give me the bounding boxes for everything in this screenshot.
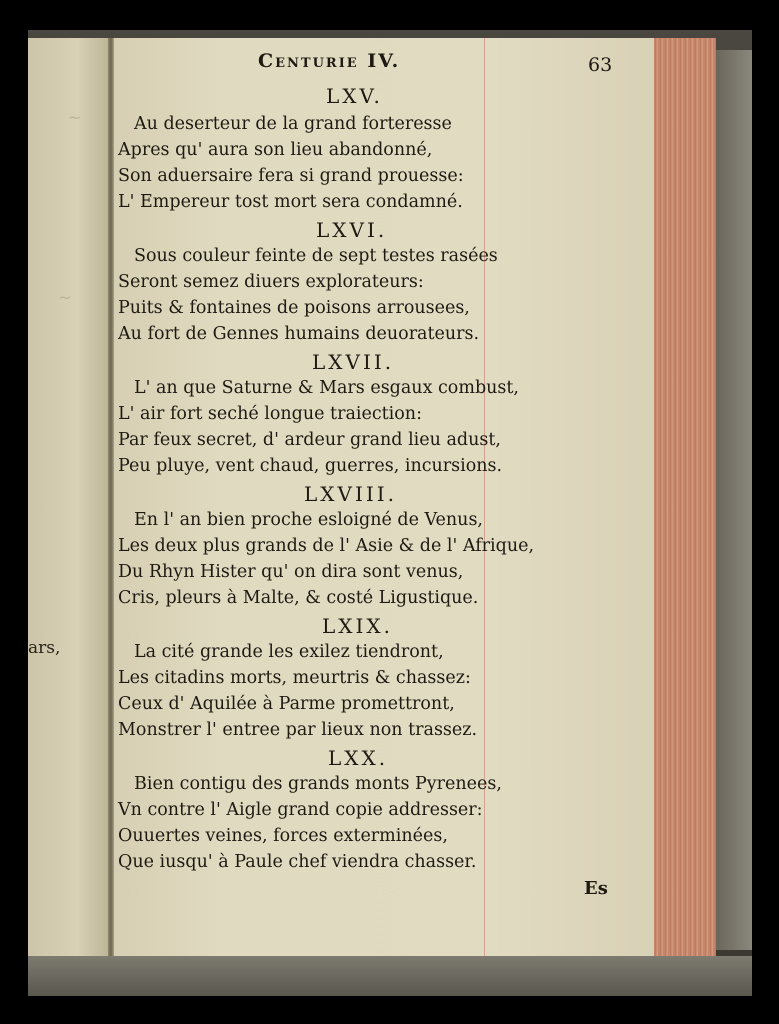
verse-line: L' air fort seché longue traiection: bbox=[118, 404, 422, 424]
quatrain-number: LXV. bbox=[326, 84, 383, 108]
verse-line: Seront semez diuers explorateurs: bbox=[118, 272, 424, 292]
running-head: Centurie IV. bbox=[258, 50, 401, 72]
page-edges bbox=[654, 38, 716, 956]
verse-line: Les deux plus grands de l' Asie & de l' Afrique, bbox=[118, 536, 535, 556]
left-page bbox=[28, 38, 110, 963]
verse-line: L' an que Saturne & Mars esgaux combust, bbox=[134, 378, 519, 398]
page-number: 63 bbox=[588, 54, 613, 76]
verse-line: Apres qu' aura son lieu abandonné, bbox=[118, 140, 433, 160]
verse-line: Son aduersaire fera si grand prouesse: bbox=[118, 166, 464, 186]
verse-line: Ceux d' Aquilée à Parme promettront, bbox=[118, 694, 455, 714]
bleed-through-mark: ~ bbox=[68, 108, 82, 127]
quatrain-number: LXVII. bbox=[312, 350, 395, 374]
verse-line: Monstrer l' entree par lieux non trassez. bbox=[118, 720, 478, 740]
quatrain-number: LXVIII. bbox=[304, 482, 398, 506]
quatrain-number: LXIX. bbox=[322, 614, 394, 638]
bottom-edge bbox=[28, 956, 752, 996]
book-scan bbox=[28, 30, 752, 996]
left-page-fragment: ars, bbox=[28, 638, 61, 658]
verse-line: Ouuertes veines, forces exterminées, bbox=[118, 826, 448, 846]
red-rule-line bbox=[484, 38, 485, 956]
verse-line: Puits & fontaines de poisons arrousees, bbox=[118, 298, 470, 318]
verse-line: Vn contre l' Aigle grand copie addresser: bbox=[118, 800, 483, 820]
verse-line: Du Rhyn Hister qu' on dira sont venus, bbox=[118, 562, 464, 582]
verse-line: Que iusqu' à Paule chef viendra chasser. bbox=[118, 852, 477, 872]
verse-line: Sous couleur feinte de sept testes rasées bbox=[134, 246, 498, 266]
verse-line: Peu pluye, vent chaud, guerres, incursions. bbox=[118, 456, 503, 476]
quatrain-number: LXX. bbox=[328, 746, 389, 770]
page-edges-shadow bbox=[716, 50, 752, 950]
verse-line: Les citadins morts, meurtris & chassez: bbox=[118, 668, 471, 688]
verse-line: Au deserteur de la grand forteresse bbox=[134, 114, 452, 134]
bleed-through-mark: ~ bbox=[58, 288, 72, 307]
verse-line: Cris, pleurs à Malte, & costé Ligustique. bbox=[118, 588, 479, 608]
verse-line: La cité grande les exilez tiendront, bbox=[134, 642, 444, 662]
quatrain-number: LXVI. bbox=[316, 218, 388, 242]
verse-line: L' Empereur tost mort sera condamné. bbox=[118, 192, 463, 212]
verse-line: Au fort de Gennes humains deuorateurs. bbox=[118, 324, 480, 344]
verse-line: Bien contigu des grands monts Pyrenees, bbox=[134, 774, 502, 794]
verse-line: En l' an bien proche esloigné de Venus, bbox=[134, 510, 483, 530]
catchword: Es bbox=[584, 878, 608, 899]
verse-line: Par feux secret, d' ardeur grand lieu adust, bbox=[118, 430, 501, 450]
